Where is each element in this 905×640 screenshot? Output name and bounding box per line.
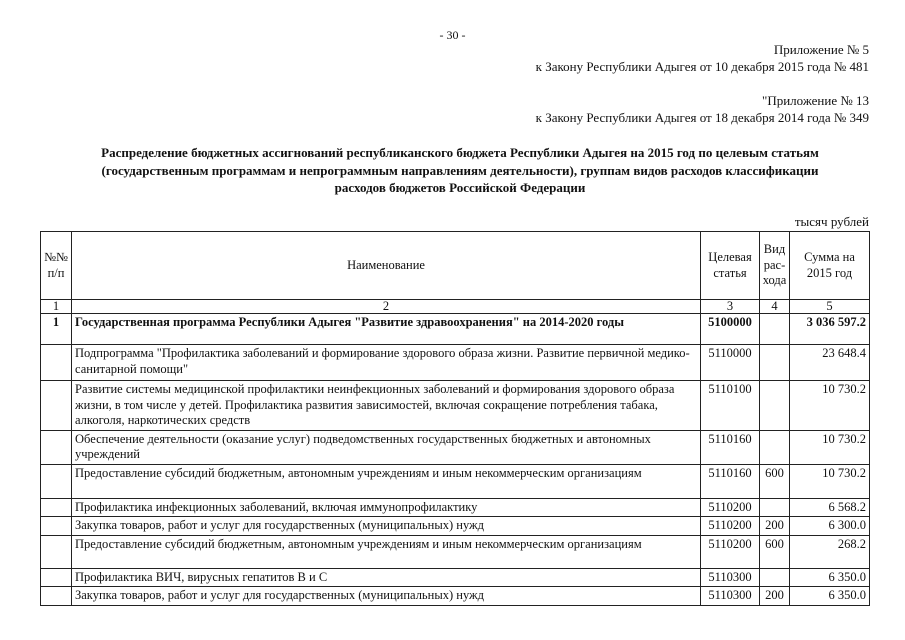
row-code: 5110300 [701, 587, 760, 606]
row-kind [760, 568, 790, 587]
row-code: 5110100 [701, 381, 760, 431]
row-code: 5110200 [701, 535, 760, 568]
row-kind: 200 [760, 587, 790, 606]
row-kind [760, 345, 790, 381]
row-code: 5110300 [701, 568, 760, 587]
row-name: Закупка товаров, работ и услуг для государственных (муниципальных) нужд [72, 587, 701, 606]
row-kind: 200 [760, 517, 790, 536]
column-number: 4 [760, 300, 790, 314]
column-number: 5 [790, 300, 870, 314]
row-code: 5110000 [701, 345, 760, 381]
row-name: Профилактика инфекционных заболеваний, включая иммунопрофилактику [72, 498, 701, 517]
row-sum: 6 568.2 [790, 498, 870, 517]
column-number: 2 [72, 300, 701, 314]
amended-law-reference: к Закону Республики Адыгея от 18 декабря 2014 года № 349 [535, 110, 869, 125]
title-line: Распределение бюджетных ассигнований республиканского бюджета Республики Адыгея на 2015 год по целевым статьям [101, 145, 819, 160]
row-code: 5110200 [701, 498, 760, 517]
page-number: - 30 - [439, 28, 466, 42]
header-code: Целевая статья [701, 232, 760, 300]
table-row [41, 535, 870, 568]
annex-number: Приложение № 5 [773, 42, 869, 57]
row-name: Закупка товаров, работ и услуг для государственных (муниципальных) нужд [72, 517, 701, 536]
header-name: Наименование [72, 232, 701, 300]
table-row [41, 587, 870, 606]
annex-reference [536, 41, 869, 75]
row-kind [760, 314, 790, 345]
row-code: 5110160 [701, 464, 760, 498]
budget-table [40, 231, 870, 606]
column-number-row [41, 300, 870, 314]
row-kind [760, 498, 790, 517]
header-num: №№ п/п [41, 232, 72, 300]
table-row [41, 568, 870, 587]
row-sum: 268.2 [790, 535, 870, 568]
column-number: 1 [41, 300, 72, 314]
row-kind: 600 [760, 464, 790, 498]
row-name: Предоставление субсидий бюджетным, автономным учреждениям и иным некоммерческим организациям [72, 535, 701, 568]
header-kind: Вид рас-хода [760, 232, 790, 300]
header-sum: Сумма на 2015 год [790, 232, 870, 300]
title-line: (государственным программам и непрограммным направлениям деятельности), группам видов расходов классификации [101, 162, 819, 178]
table-row [41, 430, 870, 464]
row-sum: 10 730.2 [790, 381, 870, 431]
annex-law-reference: к Закону Республики Адыгея от 10 декабря 2015 года № 481 [535, 59, 869, 74]
row-number [41, 587, 72, 606]
row-sum: 23 648.4 [790, 345, 870, 381]
row-number [41, 381, 72, 431]
row-name: Государственная программа Республики Адыгея "Развитие здравоохранения" на 2014-2020 годы [72, 314, 701, 345]
table-row [41, 498, 870, 517]
row-name: Предоставление субсидий бюджетным, автономным учреждениям и иным некоммерческим организациям [72, 464, 701, 498]
row-number [41, 430, 72, 464]
row-number [41, 464, 72, 498]
row-sum: 10 730.2 [790, 430, 870, 464]
row-code: 5100000 [701, 314, 760, 345]
row-number [41, 498, 72, 517]
title-line: расходов бюджетов Российской Федерации [334, 180, 586, 195]
row-number [41, 568, 72, 587]
row-code: 5110160 [701, 430, 760, 464]
row-name: Профилактика ВИЧ, вирусных гепатитов В и С [72, 568, 701, 587]
table-row [41, 517, 870, 536]
row-sum: 6 300.0 [790, 517, 870, 536]
document-title [80, 144, 840, 197]
row-number [41, 535, 72, 568]
row-kind [760, 430, 790, 464]
row-sum: 10 730.2 [790, 464, 870, 498]
row-name: Обеспечение деятельности (оказание услуг) подведомственных государственных бюджетных и автономных учреждений [72, 430, 701, 464]
table-row [41, 464, 870, 498]
table-row [41, 381, 870, 431]
row-sum: 6 350.0 [790, 587, 870, 606]
row-number [41, 517, 72, 536]
row-code: 5110200 [701, 517, 760, 536]
row-number: 1 [41, 314, 72, 345]
units-label: тысяч рублей [794, 214, 869, 229]
table-row-program [41, 314, 870, 345]
row-sum: 6 350.0 [790, 568, 870, 587]
column-number: 3 [701, 300, 760, 314]
table-row [41, 345, 870, 381]
row-name: Подпрограмма "Профилактика заболеваний и формирование здорового образа жизни. Развитие первичной медико-санитарной помощи" [72, 345, 701, 381]
amended-annex-number: "Приложение № 13 [762, 93, 869, 108]
row-name: Развитие системы медицинской профилактики неинфекционных заболеваний и формирования здорового образа жизни, в том числе у детей. Профилактика развития зависимостей, включая сокращение потребления табака, алкоголя, наркотических средств [72, 381, 701, 431]
row-sum: 3 036 597.2 [790, 314, 870, 345]
row-kind: 600 [760, 535, 790, 568]
row-number [41, 345, 72, 381]
amended-annex-reference [536, 92, 869, 126]
row-kind [760, 381, 790, 431]
table-header-row [41, 232, 870, 300]
